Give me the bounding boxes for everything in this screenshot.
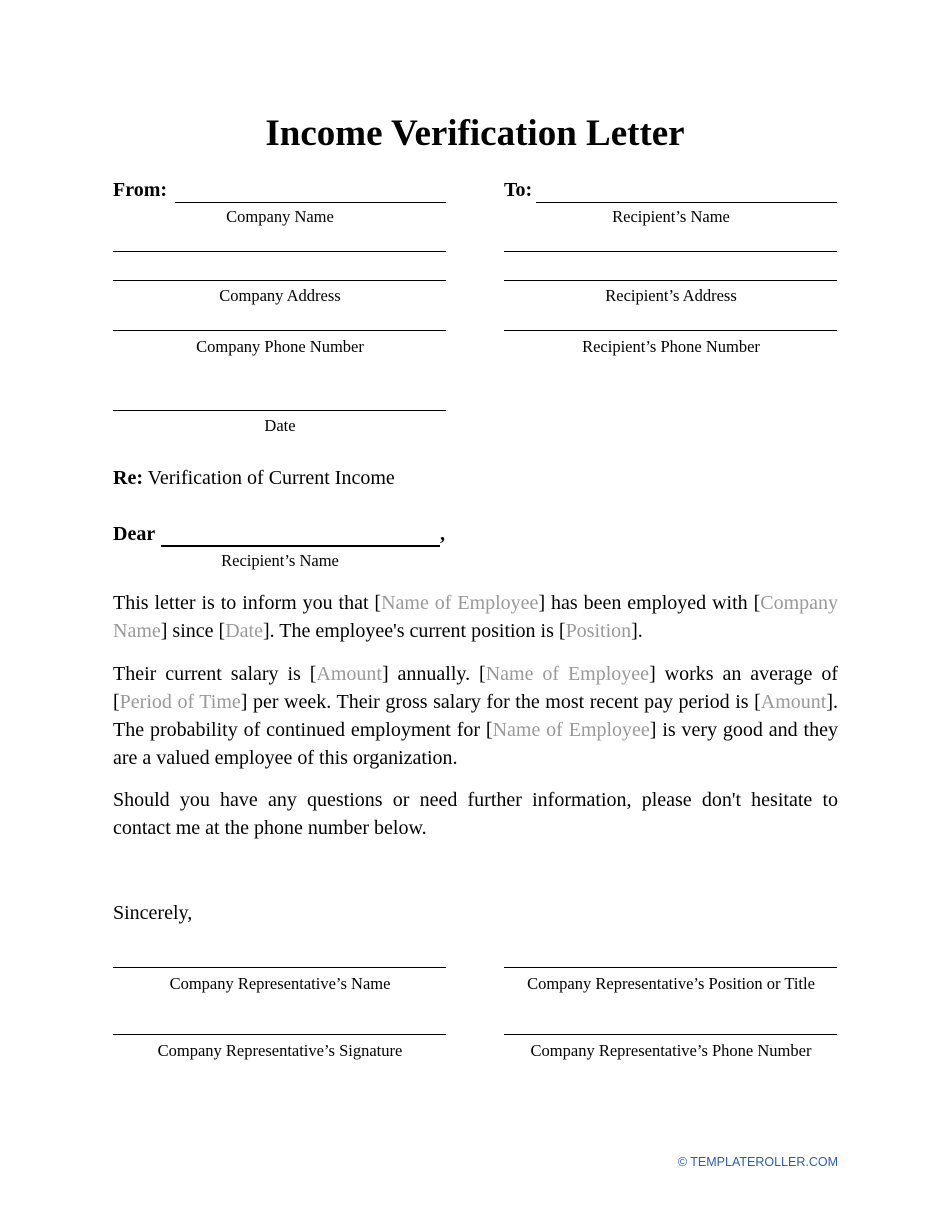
company-name-caption: Company Name — [226, 207, 334, 226]
placeholder-amount[interactable]: Amount — [316, 663, 382, 685]
recipient-address-line-1[interactable] — [504, 251, 837, 252]
text: ]. The probability of continued employment for [ — [113, 691, 838, 741]
rep-name-line[interactable] — [113, 967, 446, 968]
rep-signature-caption: Company Representative’s Signature — [157, 1041, 403, 1060]
paragraph-3: Should you have any questions or need further information, please don't hesitate to contact me at the phone number below. — [113, 789, 838, 839]
date-line[interactable] — [113, 410, 446, 411]
company-phone-caption: Company Phone Number — [196, 337, 364, 356]
recipient-address-line-2[interactable] — [504, 280, 837, 281]
recipient-name-caption: Recipient’s Name — [612, 207, 730, 226]
dear-name-line[interactable] — [161, 545, 440, 547]
recipient-address-caption: Recipient’s Address — [605, 286, 737, 305]
placeholder-amount[interactable]: Amount — [760, 691, 827, 713]
rep-signature-line[interactable] — [113, 1034, 446, 1035]
company-address-caption: Company Address — [219, 286, 341, 305]
from-label: From: — [113, 179, 168, 201]
recipient-phone-caption: Recipient’s Phone Number — [582, 337, 760, 356]
placeholder-position[interactable]: Position — [565, 620, 632, 642]
placeholder-company-name[interactable]: Company Name — [113, 592, 839, 642]
text: ]. — [631, 620, 643, 642]
rep-name-caption: Company Representative’s Name — [169, 974, 391, 993]
rep-phone-caption: Company Representative’s Phone Number — [530, 1041, 812, 1060]
placeholder-date[interactable]: Date — [225, 620, 263, 642]
paragraph-2 — [113, 660, 838, 772]
company-name-line[interactable] — [175, 202, 446, 203]
re-text: Verification of Current Income — [147, 467, 395, 489]
text: ] works an average of [ — [113, 663, 839, 713]
recipient-phone-line[interactable] — [504, 330, 837, 331]
company-phone-line[interactable] — [113, 330, 446, 331]
rep-title-line[interactable] — [504, 967, 837, 968]
text: ]. The employee's current position is [ — [262, 620, 566, 642]
text: This letter is to inform you that [ — [113, 592, 382, 614]
closing: Sincerely, — [113, 902, 193, 924]
date-caption: Date — [264, 416, 296, 435]
rep-phone-line[interactable] — [504, 1034, 837, 1035]
rep-title-caption: Company Representative’s Position or Title — [527, 974, 815, 993]
text: Their current salary is [ — [113, 663, 317, 685]
placeholder-employee-name[interactable]: Name of Employee — [381, 592, 539, 614]
recipient-name-line[interactable] — [536, 202, 837, 203]
text: ] annually. [ — [381, 663, 486, 685]
company-address-line-2[interactable] — [113, 280, 446, 281]
page-title: Income Verification Letter — [265, 113, 685, 154]
placeholder-employee-name[interactable]: Name of Employee — [492, 719, 650, 741]
placeholder-employee-name[interactable]: Name of Employee — [485, 663, 650, 685]
dear-label: Dear — [113, 523, 156, 545]
paragraph-1 — [113, 589, 838, 645]
placeholder-period-of-time[interactable]: Period of Time — [119, 691, 241, 713]
dear-name-caption: Recipient’s Name — [221, 551, 339, 570]
dear-comma: , — [440, 523, 445, 545]
text: ] per week. Their gross salary for the most recent pay period is [ — [240, 691, 761, 713]
text: ] has been employed with [ — [538, 592, 761, 614]
text: ] is very good and they are a valued employee of this organization. — [113, 719, 838, 769]
to-label: To: — [504, 179, 533, 201]
text: ] since [ — [160, 620, 226, 642]
footer-link[interactable]: © TEMPLATEROLLER.COM — [677, 1155, 838, 1169]
company-address-line-1[interactable] — [113, 251, 446, 252]
re-label: Re: — [113, 467, 143, 489]
re-line — [113, 467, 395, 490]
